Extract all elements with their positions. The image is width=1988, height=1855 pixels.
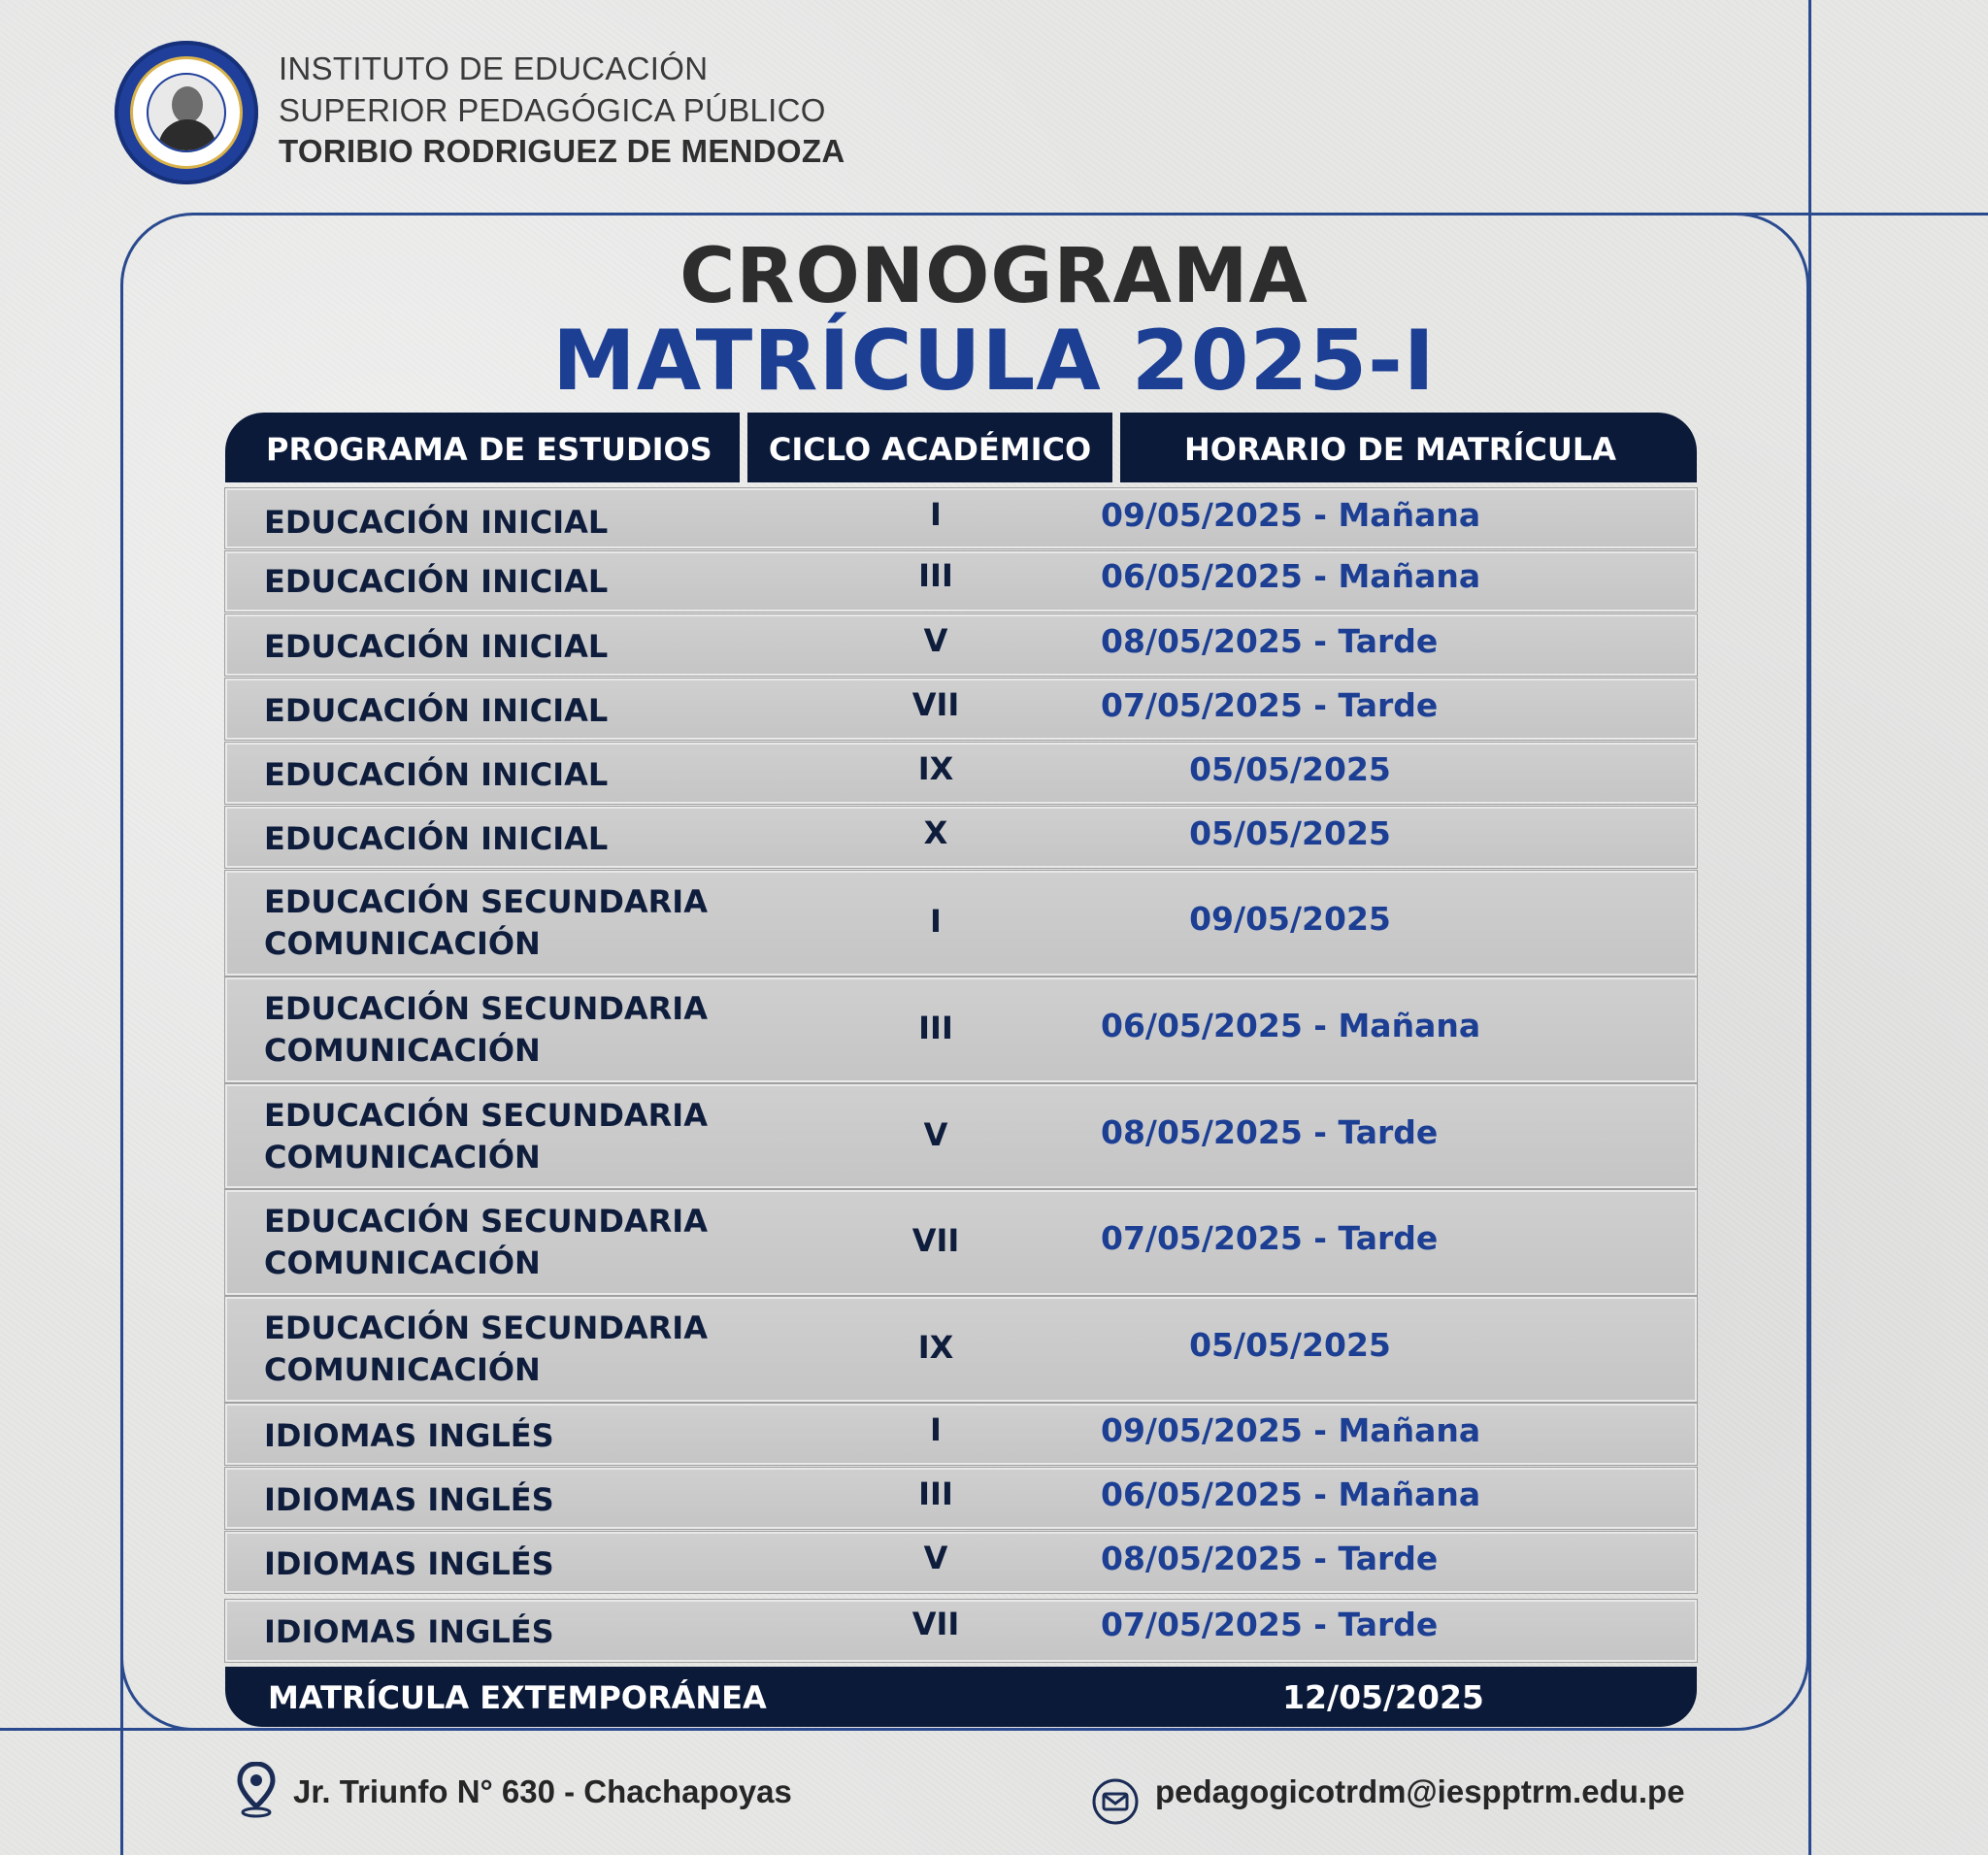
program-cell: EDUCACIÓN INICIAL: [264, 628, 609, 665]
column-header-program: PROGRAMA DE ESTUDIOS: [225, 413, 740, 482]
schedule-cell: 06/05/2025 - Mañana: [1101, 557, 1481, 595]
seal-portrait: [147, 73, 226, 152]
institution-name-line1: INSTITUTO DE EDUCACIÓN: [279, 50, 709, 86]
program-line1: EDUCACIÓN SECUNDARIA: [264, 883, 708, 920]
table-row: [225, 871, 1697, 976]
column-header-schedule: [1120, 413, 1697, 482]
address-text: Jr. Triunfo N° 630 - Chachapoyas: [293, 1773, 792, 1809]
program-cell: IDIOMAS INGLÉS: [264, 1613, 554, 1650]
schedule-cell: 06/05/2025 - Mañana: [1101, 1007, 1481, 1044]
cycle-cell: III: [918, 557, 953, 594]
table-row: [225, 1297, 1697, 1402]
program-cell: [264, 881, 708, 965]
program-line1: EDUCACIÓN SECUNDARIA: [264, 990, 708, 1027]
program-line1: EDUCACIÓN SECUNDARIA: [264, 1203, 708, 1240]
program-cell: [264, 1308, 708, 1391]
schedule-cell: 08/05/2025 - Tarde: [1101, 1540, 1439, 1577]
schedule-cell: 08/05/2025 - Tarde: [1101, 622, 1439, 660]
schedule-cell: 05/05/2025: [1189, 750, 1391, 788]
table-row: [225, 551, 1697, 612]
schedule-cell: 09/05/2025: [1189, 900, 1391, 938]
cycle-cell: V: [923, 1540, 948, 1576]
program-line2: COMUNICACIÓN: [264, 1244, 541, 1281]
program-cell: EDUCACIÓN INICIAL: [264, 692, 609, 729]
table-row: [225, 614, 1697, 676]
program-cell: EDUCACIÓN INICIAL: [264, 756, 609, 793]
table-row: [225, 807, 1697, 868]
institution-name-line2: SUPERIOR PEDAGÓGICA PÚBLICO: [279, 92, 826, 128]
frame-line-horizontal-top: [194, 213, 1988, 215]
table-row: [225, 1600, 1697, 1662]
page-title: CRONOGRAMA: [679, 233, 1309, 320]
program-line1: EDUCACIÓN SECUNDARIA: [264, 1097, 708, 1134]
page-subtitle: MATRÍCULA 2025-I: [552, 313, 1436, 410]
schedule-cell: 05/05/2025: [1189, 1326, 1391, 1364]
email-link[interactable]: pedagogicotrdm@iespptrm.edu.pe: [1155, 1773, 1685, 1809]
cycle-cell: I: [930, 1411, 942, 1448]
institution-seal-icon: [115, 41, 258, 184]
table-row: [225, 1532, 1697, 1593]
schedule-cell: 07/05/2025 - Tarde: [1101, 1606, 1439, 1643]
cycle-cell: III: [918, 1475, 953, 1512]
cycle-cell: V: [923, 622, 948, 659]
program-cell: [264, 1095, 708, 1178]
schedule-cell: 06/05/2025 - Mañana: [1101, 1475, 1481, 1513]
portrait-head: [172, 86, 203, 123]
table-row: [225, 977, 1697, 1082]
cycle-cell: X: [923, 814, 948, 851]
program-cell: [264, 1201, 708, 1284]
table-row: [225, 1404, 1697, 1465]
table-row: [225, 1084, 1697, 1188]
table-row: [225, 743, 1697, 804]
location-pin-icon: [237, 1762, 276, 1818]
column-header-cycle: CICLO ACADÉMICO: [747, 413, 1112, 482]
cycle-cell: I: [930, 496, 942, 533]
cycle-cell: IX: [917, 750, 954, 787]
cycle-cell: VII: [911, 686, 960, 723]
program-line1: EDUCACIÓN SECUNDARIA: [264, 1309, 708, 1346]
table-row: [225, 679, 1697, 740]
table-header: [225, 413, 1697, 482]
cycle-cell: IX: [917, 1329, 954, 1366]
program-cell: IDIOMAS INGLÉS: [264, 1417, 554, 1454]
program-line2: COMUNICACIÓN: [264, 925, 541, 962]
program-cell: EDUCACIÓN INICIAL: [264, 504, 609, 541]
frame-line-horizontal-bottom: [0, 1728, 194, 1731]
mail-icon: [1091, 1777, 1140, 1826]
program-cell: IDIOMAS INGLÉS: [264, 1545, 554, 1582]
program-cell: EDUCACIÓN INICIAL: [264, 820, 609, 857]
program-cell: IDIOMAS INGLÉS: [264, 1481, 554, 1518]
table-row: [225, 1468, 1697, 1529]
cycle-cell: VII: [911, 1606, 960, 1642]
late-enrollment-bar: [225, 1667, 1697, 1727]
table-row: [225, 1190, 1697, 1295]
cycle-cell: VII: [911, 1222, 960, 1259]
schedule-cell: 09/05/2025 - Mañana: [1101, 496, 1481, 534]
frame-line-vertical-left: [120, 1650, 123, 1855]
schedule-cell: 07/05/2025 - Tarde: [1101, 1219, 1439, 1257]
program-line2: COMUNICACIÓN: [264, 1351, 541, 1388]
schedule-cell: 08/05/2025 - Tarde: [1101, 1113, 1439, 1151]
cycle-cell: V: [923, 1116, 948, 1153]
column-header-schedule-label: HORARIO DE MATRÍCULA: [1184, 431, 1616, 468]
cycle-cell: III: [918, 1010, 953, 1046]
table-row: [225, 488, 1697, 548]
program-cell: EDUCACIÓN INICIAL: [264, 563, 609, 600]
late-enrollment-label: MATRÍCULA EXTEMPORÁNEA: [268, 1679, 767, 1716]
late-enrollment-date: 12/05/2025: [1282, 1678, 1484, 1716]
seal-ring: [130, 56, 243, 169]
schedule-cell: 09/05/2025 - Mañana: [1101, 1411, 1481, 1449]
schedule-cell: 05/05/2025: [1189, 814, 1391, 852]
portrait-body: [158, 119, 216, 152]
schedule-cell: 07/05/2025 - Tarde: [1101, 686, 1439, 724]
institution-name-line3: TORIBIO RODRIGUEZ DE MENDOZA: [279, 133, 845, 169]
program-line2: COMUNICACIÓN: [264, 1032, 541, 1069]
program-cell: [264, 988, 708, 1072]
cycle-cell: I: [930, 903, 942, 940]
program-line2: COMUNICACIÓN: [264, 1139, 541, 1176]
